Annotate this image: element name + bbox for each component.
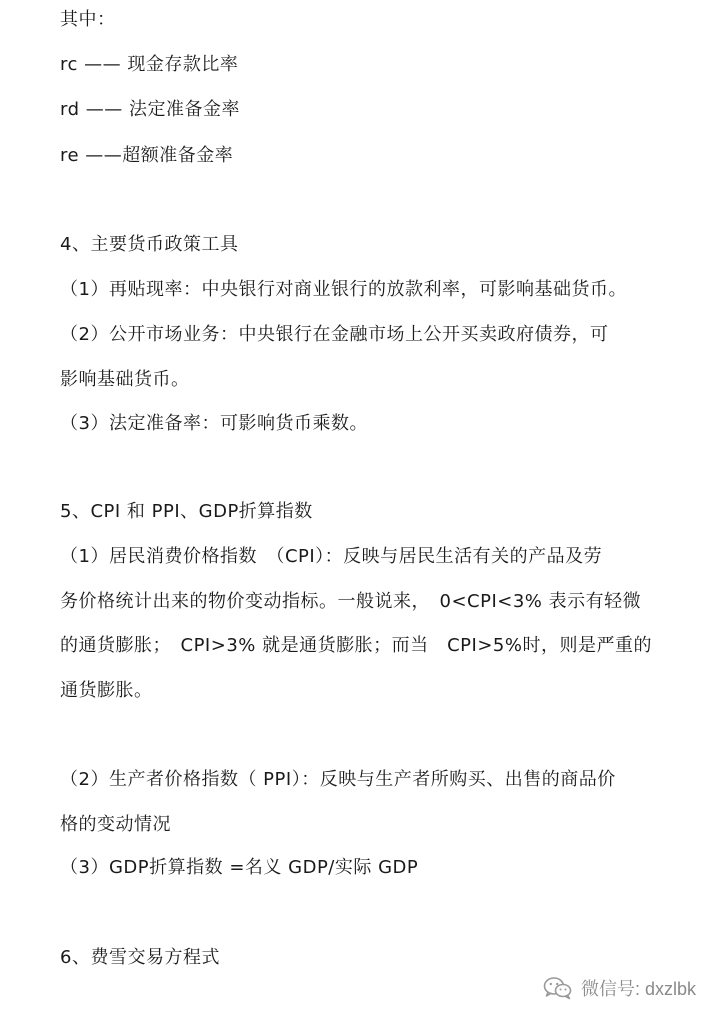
wechat-id-text: 微信号: dxzlbk bbox=[581, 979, 697, 999]
rc-definition: rc —— 现金存款比率 bbox=[60, 54, 239, 75]
section-4-item-2-line-1: （2）公开市场业务：中央银行在金融市场上公开买卖政府债券，可 bbox=[60, 324, 609, 345]
section-4-item-3: （3）法定准备率：可影响货币乘数。 bbox=[60, 413, 368, 434]
section-4-item-2-line-2: 影响基础货币。 bbox=[60, 369, 190, 390]
section-5-item-2-line-2: 格的变动情况 bbox=[60, 814, 171, 835]
section-5-item-2-line-1: （2）生产者价格指数（ PPI）：反映与生产者所购买、出售的商品价 bbox=[60, 769, 616, 790]
section-5-item-1-line-1: （1）居民消费价格指数 （CPI）：反映与居民生活有关的产品及劳 bbox=[60, 546, 603, 567]
wechat-watermark bbox=[543, 975, 696, 1001]
section-5-item-3: （3）GDP折算指数 =名义 GDP/实际 GDP bbox=[60, 857, 419, 878]
rd-definition: rd —— 法定准备金率 bbox=[60, 99, 240, 120]
section-5-item-1-line-3: 的通货膨胀； CPI>3% 就是通货膨胀；而当 CPI>5%时，则是严重的 bbox=[60, 635, 652, 656]
section-4-heading: 4、主要货币政策工具 bbox=[60, 234, 239, 255]
intro-text: 其中： bbox=[60, 9, 116, 30]
section-5-item-1-line-4: 通货膨胀。 bbox=[60, 680, 153, 701]
re-definition: re ——超额准备金率 bbox=[60, 145, 234, 166]
section-5-heading: 5、CPI 和 PPI、GDP折算指数 bbox=[60, 501, 313, 522]
wechat-icon bbox=[543, 976, 573, 1000]
section-4-item-1: （1）再贴现率：中央银行对商业银行的放款利率，可影响基础货币。 bbox=[60, 279, 627, 300]
section-5-item-1-line-2: 务价格统计出来的物价变动指标。一般说来， 0<CPI<3% 表示有轻微 bbox=[60, 591, 642, 612]
section-6-heading: 6、费雪交易方程式 bbox=[60, 947, 220, 968]
